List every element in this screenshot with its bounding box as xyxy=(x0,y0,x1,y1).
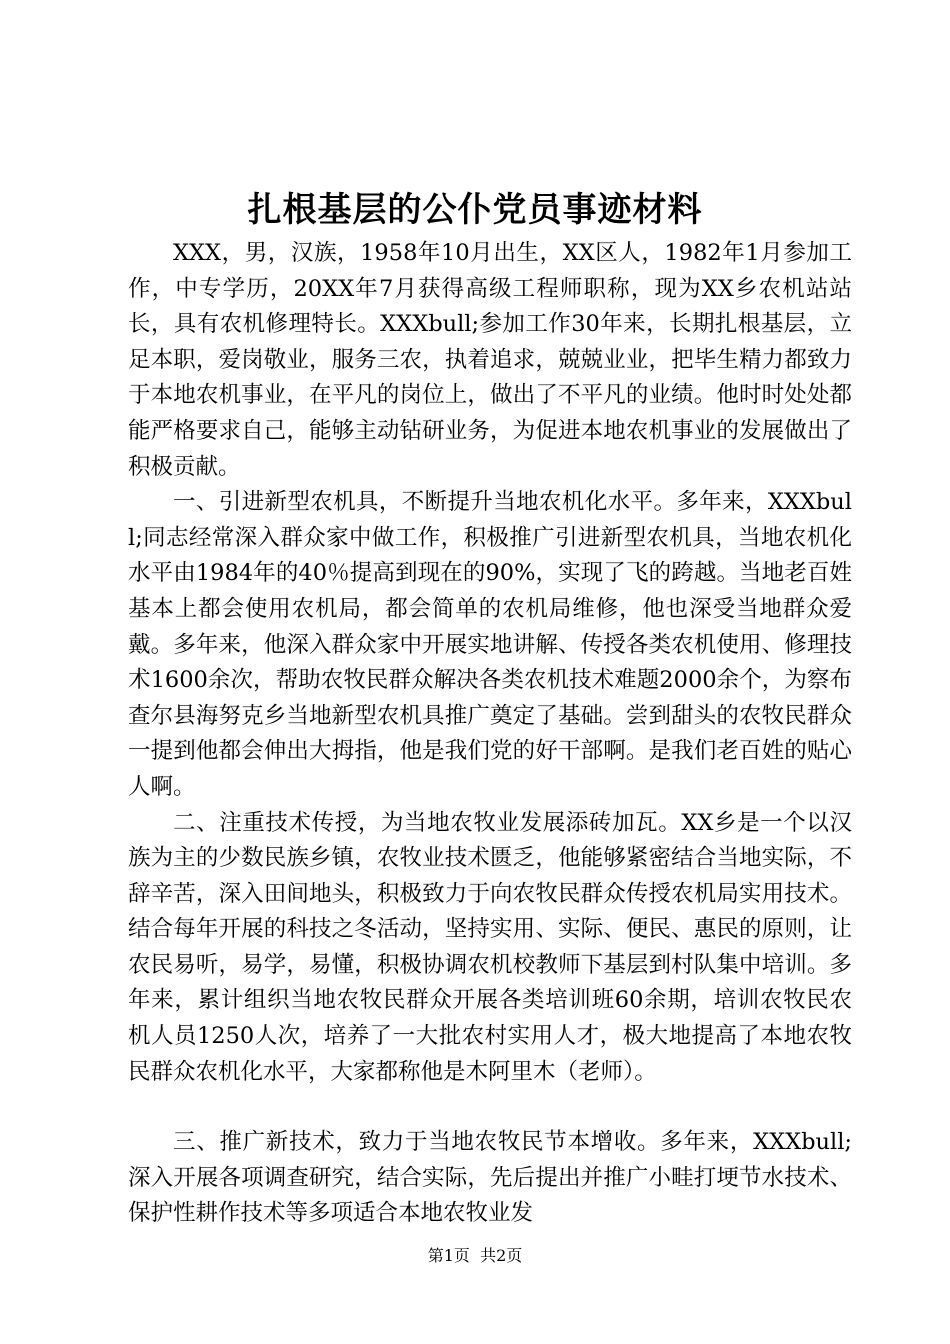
page-total: 共2页 xyxy=(480,1246,523,1265)
paragraph-section-2: 二、注重技术传授，为当地农牧业发展添砖加瓦。XX乡是一个以汉族为主的少数民族乡镇，农牧业技术匮乏，他能够紧密结合当地实际，不辞辛苦，深入田间地头，积极致力于向农牧民群众传授农机局实用技术。结合每年开展的科技之冬活动，坚持实用、实际、便民、惠民的原则，让农民易听，易学，易懂，积极协调农机校教师下基层到村队集中培训。多年来，累计组织当地农牧民群众开展各类培训班60余期，培训农牧民农机人员1250人次，培养了一大批农村实用人才，极大地提高了本地农牧民群众农机化水平，大家都称他是木阿里木（老师）。 xyxy=(128,809,852,1085)
paragraph-intro: XXX，男，汉族，1958年10月出生，XX区人，1982年1月参加工作，中专学历，20XX年7月获得高级工程师职称，现为XX乡农机站站长，具有农机修理特长。XXXbull;参加工作30年来，长期扎根基层，立足本职，爱岗敬业，服务三农，执着追求，兢兢业业，把毕生精力都致力于本地农机事业，在平凡的岗位上，做出了不平凡的业绩。他时时处处都能严格要求自己，能够主动钻研业务，为促进本地农机事业的发展做出了积极贡献。 xyxy=(128,240,852,480)
document-body xyxy=(128,236,852,1232)
paragraph-section-3: 三、推广新技术，致力于当地农牧民节本增收。多年来，XXXbull;深入开展各项调查研究，结合实际，先后提出并推广小畦打埂节水技术、保护性耕作技术等多项适合本地农牧业发 xyxy=(128,1129,852,1227)
page-footer xyxy=(0,1244,950,1268)
document-title: 扎根基层的公仆党员事迹材料 xyxy=(247,190,703,230)
page-number: 第1页 xyxy=(427,1246,470,1265)
paragraph-section-1: 一、引进新型农机具，不断提升当地农机化水平。多年来，XXXbull;同志经常深入群众家中做工作，积极推广引进新型农机具，当地农机化水平由1984年的40％提高到现在的90%，实现了飞的跨越。当地老百姓基本上都会使用农机局，都会简单的农机局维修，他也深受当地群众爱戴。多年来，他深入群众家中开展实地讲解、传授各类农机使用、修理技术1600余次，帮助农牧民群众解决各类农机技术难题2000余个，为察布查尔县海努克乡当地新型农机具推广奠定了基础。尝到甜头的农牧民群众一提到他都会伸出大拇指，他是我们党的好干部啊。是我们老百姓的贴心人啊。 xyxy=(128,489,852,800)
